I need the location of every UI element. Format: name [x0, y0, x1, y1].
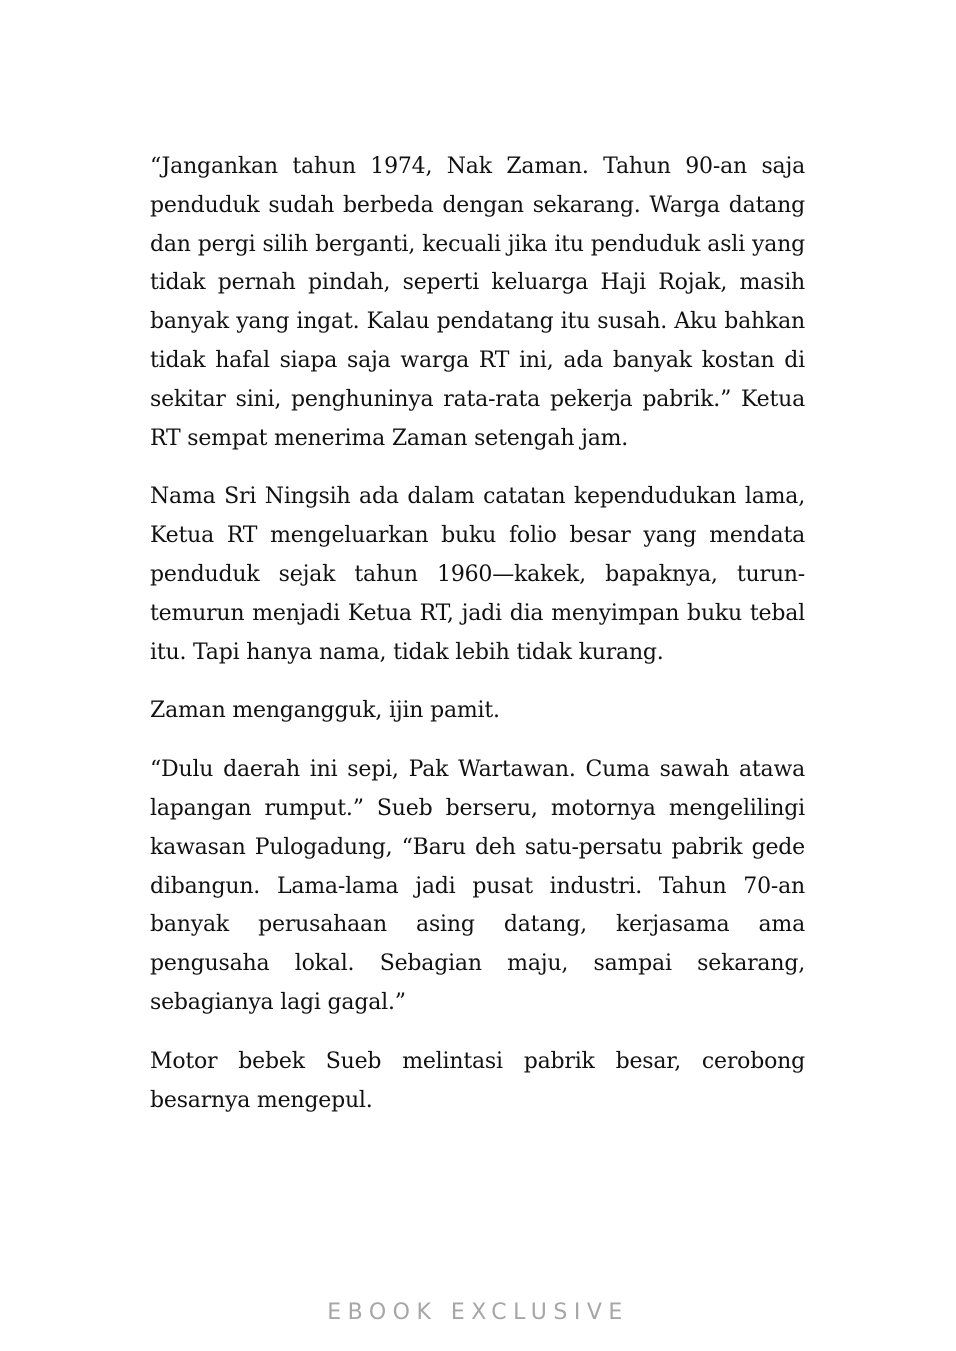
ebook-footer: EBOOK EXCLUSIVE [327, 1300, 629, 1325]
page-body [150, 148, 805, 1140]
paragraph-5: Motor bebek Sueb melintasi pabrik besar, cerobong besarnya mengepul. [150, 1048, 805, 1113]
paragraph-4: “Dulu daerah ini sepi, Pak Wartawan. Cuma sawah atawa lapangan rumput.” Sueb berseru, motornya mengelilingi kawasan Pulogadung, “Baru deh satu-persatu pabrik gede dibangun. Lama-lama jadi pusat industri. Tahun 70-an banyak perusahaan asing datang, kerjasama ama pengusaha lokal. Sebagian maju, sampai sekarang, sebagianya lagi gagal.” [150, 757, 805, 1015]
paragraph-2: Nama Sri Ningsih ada dalam catatan kependudukan lama, Ketua RT mengeluarkan buku folio besar yang mendata penduduk sejak tahun 1960—kakek, bapaknya, turun-temurun menjadi Ketua RT, jadi dia menyimpan buku tebal itu. Tapi hanya nama, tidak lebih tidak kurang. [150, 484, 805, 665]
paragraph-1: “Jangankan tahun 1974, Nak Zaman. Tahun 90-an saja penduduk sudah berbeda dengan sekarang. Warga datang dan pergi silih berganti, kecuali jika itu penduduk asli yang tidak pernah pindah, seperti keluarga Haji Rojak, masih banyak yang ingat. Kalau pendatang itu susah. Aku bahkan tidak hafal siapa saja warga RT ini, ada banyak kostan di sekitar sini, penghuninya rata-rata pekerja pabrik.” Ketua RT sempat menerima Zaman setengah jam. [150, 154, 805, 451]
paragraph-3: Zaman mengangguk, ijin pamit. [150, 698, 500, 724]
